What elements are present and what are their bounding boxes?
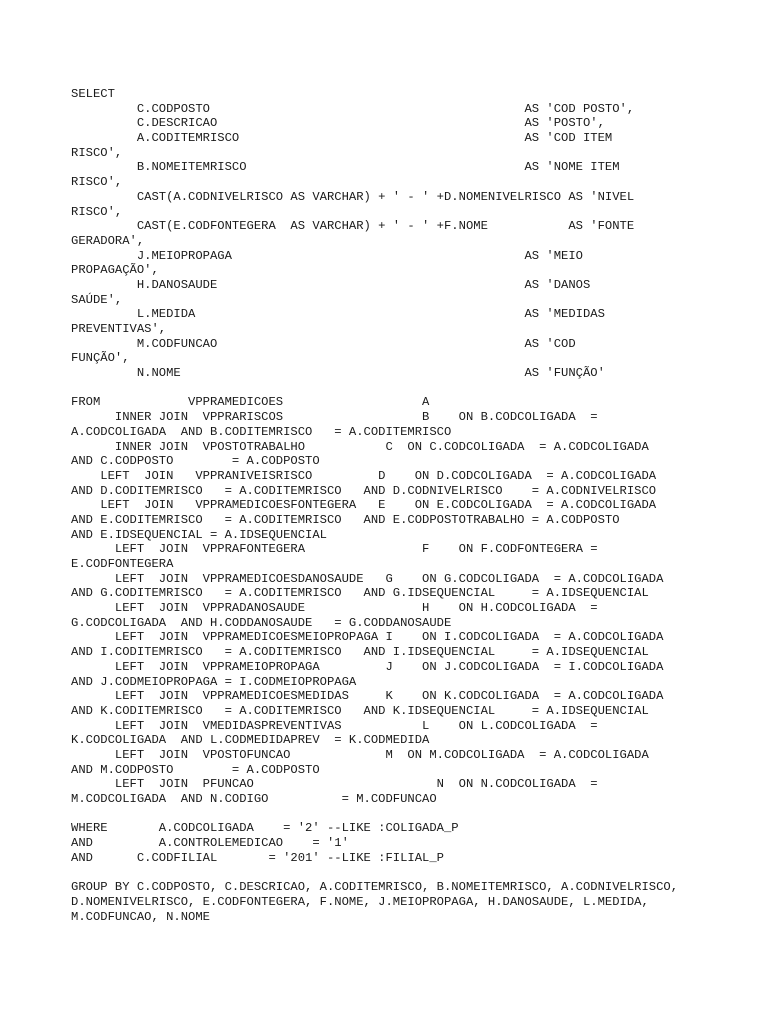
code-line: LEFT JOIN VPPRAMEDICOESDANOSAUDE G ON G.CODCOLIGADA = A.CODCOLIGADA	[71, 571, 664, 586]
blank-line	[71, 381, 678, 396]
code-line: RISCO',	[71, 175, 123, 190]
code-line: L.MEDIDA AS 'MEDIDAS	[71, 307, 605, 322]
code-line: J.MEIOPROPAGA AS 'MEIO	[71, 248, 583, 263]
code-line: D.NOMENIVELRISCO, E.CODFONTEGERA, F.NOME, J.MEIOPROPAGA, H.DANOSAUDE, L.MEDIDA,	[71, 894, 649, 909]
code-line: A.CODCOLIGADA AND B.CODITEMRISCO = A.CODITEMRISCO	[71, 424, 452, 439]
code-line: LEFT JOIN VPPRAMEDICOESMEDIDAS K ON K.CODCOLIGADA = A.CODCOLIGADA	[71, 689, 664, 704]
code-line: B.NOMEITEMRISCO AS 'NOME ITEM	[71, 160, 620, 175]
code-line: LEFT JOIN VMEDIDASPREVENTIVAS L ON L.CODCOLIGADA =	[71, 718, 598, 733]
code-line: LEFT JOIN VPPRANIVEISRISCO D ON D.CODCOLIGADA = A.CODCOLIGADA	[71, 468, 657, 483]
code-line: RISCO',	[71, 204, 123, 219]
code-line: LEFT JOIN VPPRAMEDICOESFONTEGERA E ON E.CODCOLIGADA = A.CODCOLIGADA	[71, 498, 657, 513]
code-line: CAST(A.CODNIVELRISCO AS VARCHAR) + ' - ' +D.NOMENIVELRISCO AS 'NIVEL	[71, 189, 635, 204]
code-line: SAÚDE',	[71, 292, 123, 307]
code-line: GROUP BY C.CODPOSTO, C.DESCRICAO, A.CODITEMRISCO, B.NOMEITEMRISCO, A.CODNIVELRISCO,	[71, 880, 679, 895]
code-line: K.CODCOLIGADA AND L.CODMEDIDAPREV = K.CODMEDIDA	[71, 733, 430, 748]
code-line: INNER JOIN VPOSTOTRABALHO C ON C.CODCOLIGADA = A.CODCOLIGADA	[71, 439, 649, 454]
code-line: AND D.CODITEMRISCO = A.CODITEMRISCO AND D.CODNIVELRISCO = A.CODNIVELRISCO	[71, 483, 657, 498]
code-line: FUNÇÃO',	[71, 351, 130, 366]
code-line: AND C.CODPOSTO = A.CODPOSTO	[71, 454, 320, 469]
code-line: AND E.CODITEMRISCO = A.CODITEMRISCO AND E.CODPOSTOTRABALHO = A.CODPOSTO	[71, 512, 620, 527]
code-line: AND M.CODPOSTO = A.CODPOSTO	[71, 762, 320, 777]
code-line: SELECT	[71, 87, 115, 101]
code-line: PROPAGAÇÃO',	[71, 263, 159, 278]
code-line: AND G.CODITEMRISCO = A.CODITEMRISCO AND G.IDSEQUENCIAL = A.IDSEQUENCIAL	[71, 586, 649, 601]
code-line: M.CODFUNCAO AS 'COD	[71, 336, 576, 351]
code-line: AND A.CONTROLEMEDICAO = '1'	[71, 836, 349, 851]
code-line: FROM VPPRAMEDICOES A	[71, 395, 430, 410]
code-line: LEFT JOIN VPPRAMEIOPROPAGA J ON J.CODCOLIGADA = I.CODCOLIGADA	[71, 659, 664, 674]
code-line: LEFT JOIN VPPRAFONTEGERA F ON F.CODFONTEGERA =	[71, 542, 598, 557]
code-line: GERADORA',	[71, 233, 145, 248]
code-line: N.NOME AS 'FUNÇÃO'	[71, 366, 605, 381]
code-line: G.CODCOLIGADA AND H.CODDANOSAUDE = G.CODDANOSAUDE	[71, 615, 452, 630]
blank-line	[71, 807, 678, 822]
code-line: LEFT JOIN PFUNCAO N ON N.CODCOLIGADA =	[71, 777, 598, 792]
code-line: CAST(E.CODFONTEGERA AS VARCHAR) + ' - ' +F.NOME AS 'FONTE	[71, 219, 635, 234]
code-line: AND I.CODITEMRISCO = A.CODITEMRISCO AND I.IDSEQUENCIAL = A.IDSEQUENCIAL	[71, 645, 649, 660]
code-line: AND C.CODFILIAL = '201' --LIKE :FILIAL_P	[71, 850, 444, 865]
code-line: LEFT JOIN VPPRADANOSAUDE H ON H.CODCOLIGADA =	[71, 601, 598, 616]
blank-line	[71, 865, 678, 880]
code-line: E.CODFONTEGERA	[71, 557, 174, 571]
code-line: C.CODPOSTO AS 'COD POSTO',	[71, 101, 635, 116]
code-line: M.CODCOLIGADA AND N.CODIGO = M.CODFUNCAO	[71, 792, 437, 806]
sql-query-text	[71, 87, 678, 924]
code-line: INNER JOIN VPPRARISCOS B ON B.CODCOLIGADA =	[71, 410, 598, 425]
code-line: LEFT JOIN VPOSTOFUNCAO M ON M.CODCOLIGADA = A.CODCOLIGADA	[71, 747, 649, 762]
code-line: PREVENTIVAS',	[71, 322, 167, 336]
code-line: AND K.CODITEMRISCO = A.CODITEMRISCO AND K.IDSEQUENCIAL = A.IDSEQUENCIAL	[71, 703, 649, 718]
code-line: AND E.IDSEQUENCIAL = A.IDSEQUENCIAL	[71, 527, 327, 542]
code-line: AND J.CODMEIOPROPAGA = I.CODMEIOPROPAGA	[71, 674, 357, 689]
code-line: H.DANOSAUDE AS 'DANOS	[71, 277, 591, 292]
code-line: A.CODITEMRISCO AS 'COD ITEM	[71, 131, 613, 146]
code-line: LEFT JOIN VPPRAMEDICOESMEIOPROPAGA I ON I.CODCOLIGADA = A.CODCOLIGADA	[71, 630, 664, 645]
code-line: RISCO',	[71, 145, 123, 160]
code-line: C.DESCRICAO AS 'POSTO',	[71, 116, 605, 131]
code-line: M.CODFUNCAO, N.NOME	[71, 909, 210, 924]
code-line: WHERE A.CODCOLIGADA = '2' --LIKE :COLIGADA_P	[71, 821, 459, 836]
